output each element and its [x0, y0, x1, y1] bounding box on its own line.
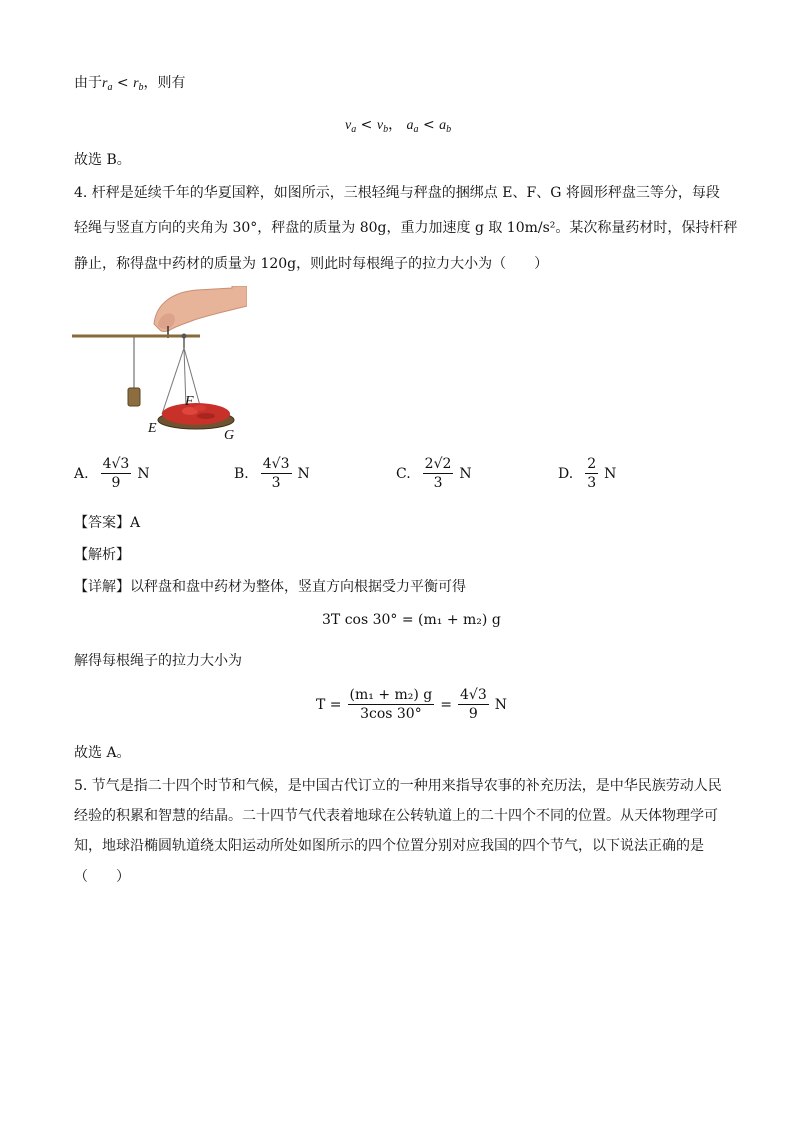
- equation-2: T = $\frac{\text{(m₁ + m₂) g}}{3\cos 30^\circ}$ = $\frac{4√3}{9}$ N: [316, 687, 508, 722]
- option-d[interactable]: D. $\frac{2}{3}$ N: [558, 456, 617, 491]
- option-b-fraction: $\frac{4√3}{3}$: [262, 456, 290, 491]
- label-G: G: [224, 428, 235, 443]
- prev-answer-line: 故选 B。: [74, 152, 131, 168]
- conclusion-line: 故选 A。: [74, 745, 131, 761]
- detail-text: 以秤盘和盘中药材为整体，竖直方向根据受力平衡可得: [130, 579, 466, 595]
- q5-stem-line-3: 知，地球沿椭圆轨道绕太阳运动所处如图所示的四个位置分别对应我国的四个节气，以下说法正确的是: [74, 838, 704, 854]
- equation-2-result: $\frac{4√3}{9}$: [460, 687, 487, 722]
- analysis-tag: 【解析】: [74, 547, 130, 563]
- option-c[interactable]: C. $\frac{2√2}{3}$ N: [396, 456, 472, 491]
- solve-text: 解得每根绳子的拉力大小为: [74, 653, 242, 669]
- option-b[interactable]: B. $\frac{4√3}{3}$ N: [234, 456, 310, 491]
- equation-1: 3T cos 30° = (m₁ + m₂) g: [322, 612, 501, 628]
- q5-stem-line-1: 5. 节气是指二十四个时节和气候，是中国古代订立的一种用来指导农事的补充历法，是中华民族劳动人民: [74, 778, 722, 794]
- option-d-fraction: $\frac{2}{3}$: [587, 456, 597, 491]
- q5-stem-line-4: （ ）: [74, 869, 130, 885]
- option-c-fraction: $\frac{2√2}{3}$: [424, 456, 452, 491]
- prev-equation: $v_a < v_b$， $a_a < a_b$: [345, 117, 452, 135]
- option-a-fraction: $\frac{4√3}{9}$: [102, 456, 130, 491]
- q4-stem-line-3: 静止，称得盘中药材的质量为 120g，则此时每根绳子的拉力大小为（ ）: [74, 256, 549, 272]
- option-a[interactable]: A. $\frac{4√3}{9}$ N: [74, 456, 150, 491]
- answer-value: A: [130, 515, 141, 531]
- q4-stem-line-2: 轻绳与竖直方向的夹角为 30°，秤盘的质量为 80g，重力加速度 g 取 10m/s²。某次称量药材时，保持杆秤: [74, 220, 738, 236]
- answer-line: [74, 513, 140, 533]
- detail-tag: 【详解】: [74, 579, 130, 595]
- label-F: F: [185, 394, 194, 409]
- prev-condition-line: 由于$r_a < r_b$，则有: [74, 75, 186, 93]
- answer-tag: 【答案】: [74, 515, 130, 531]
- q5-stem-line-2: 经验的积累和智慧的结晶。二十四节气代表着地球在公转轨道上的二十四个不同的位置。从天体物理学可: [74, 808, 718, 824]
- equation-2-fraction: $\frac{\text{(m₁ + m₂) g}}{3\cos 30^\circ}$: [349, 687, 433, 722]
- steelyard-figure: [72, 286, 247, 446]
- q4-stem-line-1: 4. 杆秤是延续千年的华夏国粹，如图所示，三根轻绳与秤盘的捆绑点 E、F、G 将圆形秤盘三等分，每段: [74, 185, 720, 201]
- label-E: E: [148, 421, 157, 436]
- detail-line: [74, 577, 466, 597]
